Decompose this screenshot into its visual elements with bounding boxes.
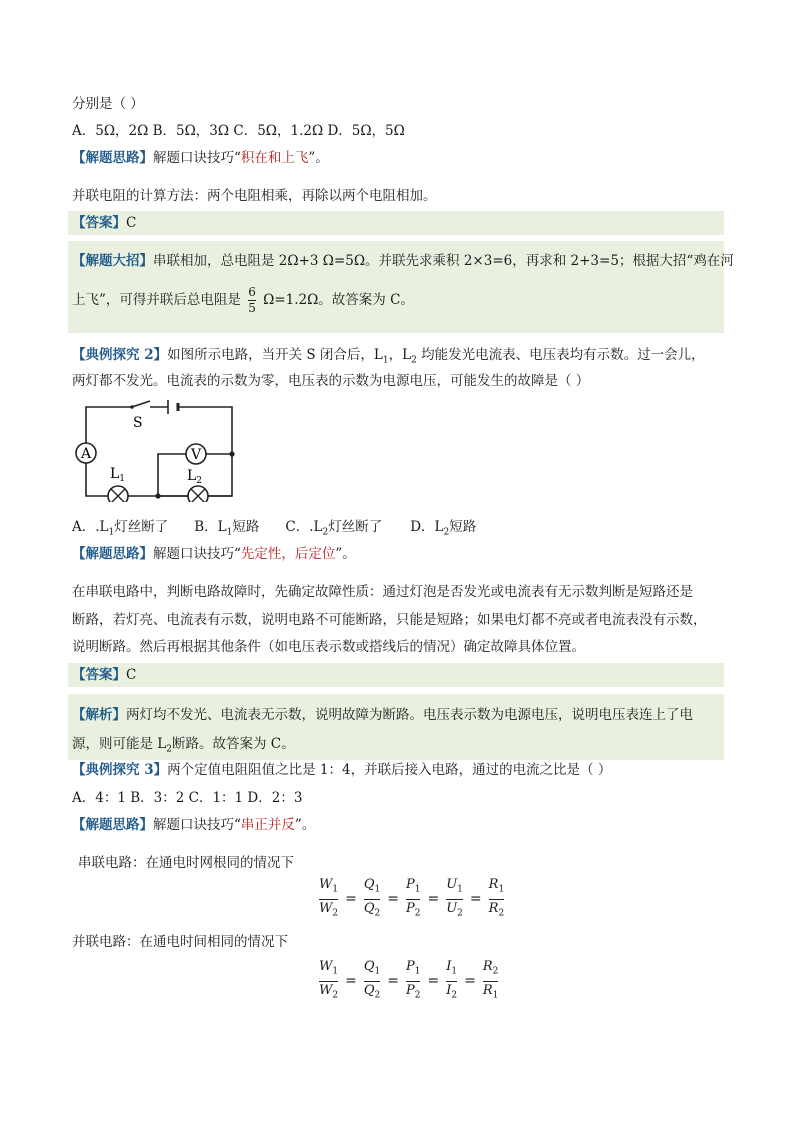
q2-para-line-2: 断路，若灯亮、电流表有示数，说明电路不可能断路，只能是短路；如果电灯都不亮或者电流表没有示数， — [72, 612, 707, 628]
q2-para-line-3: 说明断路。然后再根据其他条件（如电压表示数或搭线后的情况）确定故障具体位置。 — [72, 639, 585, 655]
answer-label: 【答案】 — [72, 215, 126, 231]
question-stem-tail: 分别是（ ） — [72, 96, 144, 112]
q2-analysis-line-2 — [72, 734, 295, 760]
q3-stem — [72, 760, 611, 780]
q2-opt-d-end: 短路 — [449, 519, 477, 535]
q2-answer-label: 【答案】 — [72, 667, 126, 683]
frac-r: $\frac{R_1}{R_2}$ — [489, 876, 505, 922]
fraction-denominator: 5 — [248, 301, 256, 315]
q2-answer-box — [68, 663, 724, 687]
q2-hint-keyword: 先定性，后定位 — [240, 546, 336, 562]
q2-opt-c: C．.L — [285, 519, 323, 535]
q2-analysis-label: 【解析】 — [72, 707, 126, 723]
equals-sign: = — [345, 973, 357, 990]
frac-i: $\frac{I_1}{I_2}$ — [446, 958, 457, 1004]
equals-sign: = — [345, 891, 357, 908]
lamp-1-icon — [108, 486, 128, 502]
trick-line-2 — [72, 280, 414, 320]
q2-solution-hint — [72, 544, 356, 564]
voltmeter-label: V — [190, 447, 202, 463]
equals-sign: = — [427, 973, 440, 990]
q2-opt-b: B．L — [194, 519, 227, 535]
solution-hint — [72, 148, 329, 168]
hint-keyword: 积在和上飞 — [240, 150, 309, 166]
q3-hint-text: 解题口诀技巧“ — [153, 817, 241, 833]
switch-label: S — [133, 415, 143, 431]
equals-sign: = — [387, 973, 399, 990]
parallel-circuit-text: 并联电路：在通电时间相同的情况下 — [72, 934, 288, 950]
q3-label: 【典例探究 3】 — [72, 762, 168, 778]
trick-label: 【解题大招】 — [72, 253, 153, 269]
q3-hint-label: 【解题思路】 — [72, 817, 153, 833]
q2-hint-end: ”。 — [335, 546, 356, 562]
q2-answer-line — [72, 665, 136, 685]
frac-u: $\frac{U_1}{U_2}$ — [446, 876, 463, 922]
q3-options: A．4：1 B．3：2 C．1：1 D．2：3 — [72, 790, 303, 806]
q2-opt-a-sub: 1 — [108, 527, 115, 538]
q2-opt-b-end: 短路 — [232, 519, 260, 535]
q2-analysis-line-1 — [72, 705, 693, 725]
lamp-2-sub: 2 — [196, 476, 203, 486]
frac-p: $\frac{P_1}{P_2}$ — [406, 876, 420, 922]
q2-stem-line-1 — [72, 345, 705, 371]
trick-line-1 — [72, 251, 734, 271]
trick-text-1: 串联相加，总电阻是 2Ω+3 Ω=5Ω。并联先求乘积 2×3=6，再求和 2+3=5；根据大招“鸡在河 — [153, 253, 734, 269]
q2-stem-c: 均能发光电流表、电压表均有示数。过一会儿， — [416, 347, 705, 363]
q2-analysis-text-1: 两灯均不发光、电流表无示数，说明故障为断路。电压表示数为电源电压，说明电压表连上了电 — [126, 707, 693, 723]
frac-w: $\frac{W_1}{W_2}$ — [319, 876, 338, 922]
fraction-numerator: 6 — [248, 285, 256, 299]
hint-label: 【解题思路】 — [72, 150, 153, 166]
lamp-1-sub: 1 — [119, 474, 126, 484]
q2-opt-c-end: 灯丝断了 — [328, 519, 383, 535]
trick-text-2a: 上飞”，可得并联后总电阻是 — [72, 292, 241, 308]
q3-solution-hint — [72, 815, 315, 835]
frac-r-inverse: $\frac{R_2}{R_1}$ — [483, 958, 499, 1004]
q3-stem-text: 两个定值电阻阻值之比是 1：4，并联后接入电路，通过的电流之比是（ ） — [167, 762, 612, 778]
answer-box — [68, 211, 724, 235]
ammeter-icon — [76, 443, 96, 463]
q2-stem-a: 如图所示电路，当开关 S 闭合后，L — [167, 347, 383, 363]
lamp-1-label — [110, 466, 125, 484]
lamp-2-icon — [188, 486, 208, 502]
method-text: 并联电阻的计算方法：两个电阻相乘，再除以两个电阻相加。 — [72, 188, 437, 204]
q2-stem-line-2: 两灯都不发光。电流表的示数为零，电压表的示数为电源电压，可能发生的故障是（ ） — [72, 373, 590, 389]
lamp-2-letter: L — [187, 468, 197, 484]
q2-analysis-text-2a: 源，则可能是 L — [72, 736, 167, 752]
equals-sign: = — [427, 891, 440, 908]
series-formula — [316, 876, 507, 922]
answer-line — [72, 213, 136, 233]
equals-sign: = — [464, 973, 476, 990]
frac-w: $\frac{W_1}{W_2}$ — [319, 958, 338, 1004]
q2-sub-1: 1 — [382, 355, 389, 366]
question-options: A．5Ω，2Ω B．5Ω，3Ω C．5Ω，1.2Ω D．5Ω，5Ω — [72, 123, 405, 139]
q2-opt-c-sub: 2 — [322, 527, 329, 538]
q2-opt-d: D．L — [410, 519, 444, 535]
q2-sub-2: 2 — [411, 355, 417, 366]
q3-hint-end: ”。 — [294, 817, 316, 833]
answer-value: C — [126, 215, 137, 231]
q2-stem-b: ，L — [388, 347, 412, 363]
frac-q: $\frac{Q_1}{Q_2}$ — [364, 958, 380, 1004]
hint-end: ”。 — [308, 150, 329, 166]
series-circuit-text: 串联电路：在通电时网根同的情况下 — [78, 855, 294, 871]
frac-q: $\frac{Q_1}{Q_2}$ — [364, 876, 380, 922]
trick-text-2b: Ω=1.2Ω。故答案为 C。 — [263, 292, 414, 308]
frac-p: $\frac{P_1}{P_2}$ — [406, 958, 420, 1004]
q2-opt-a-end: 灯丝断了 — [114, 519, 169, 535]
q2-analysis-sub: 2 — [166, 744, 172, 755]
q2-label: 【典例探究 2】 — [72, 347, 168, 363]
q2-options — [72, 517, 476, 543]
q3-hint-keyword: 串正并反 — [240, 817, 295, 833]
equals-sign: = — [469, 891, 482, 908]
q2-opt-b-sub: 1 — [226, 527, 233, 538]
q2-para-line-1: 在串联电路中，判断电路故障时，先确定故障性质：通过灯泡是否发光或电流表有无示数判断是短路还是 — [72, 584, 693, 600]
q2-hint-text: 解题口诀技巧“ — [153, 546, 241, 562]
q2-opt-d-sub: 2 — [443, 527, 450, 538]
equals-sign: = — [387, 891, 399, 908]
ammeter-label: A — [80, 446, 92, 462]
circuit-diagram — [70, 400, 240, 502]
q2-analysis-text-2b: 断路。故答案为 C。 — [172, 736, 295, 752]
voltmeter-icon — [186, 444, 206, 464]
q2-hint-label: 【解题思路】 — [72, 546, 153, 562]
q2-answer-value: C — [126, 667, 137, 683]
trick-fraction — [248, 285, 256, 316]
parallel-formula — [316, 958, 501, 1004]
lamp-1-letter: L — [110, 466, 120, 482]
q2-opt-a: A．.L — [72, 519, 109, 535]
hint-text: 解题口诀技巧“ — [153, 150, 241, 166]
lamp-2-label — [187, 468, 202, 486]
